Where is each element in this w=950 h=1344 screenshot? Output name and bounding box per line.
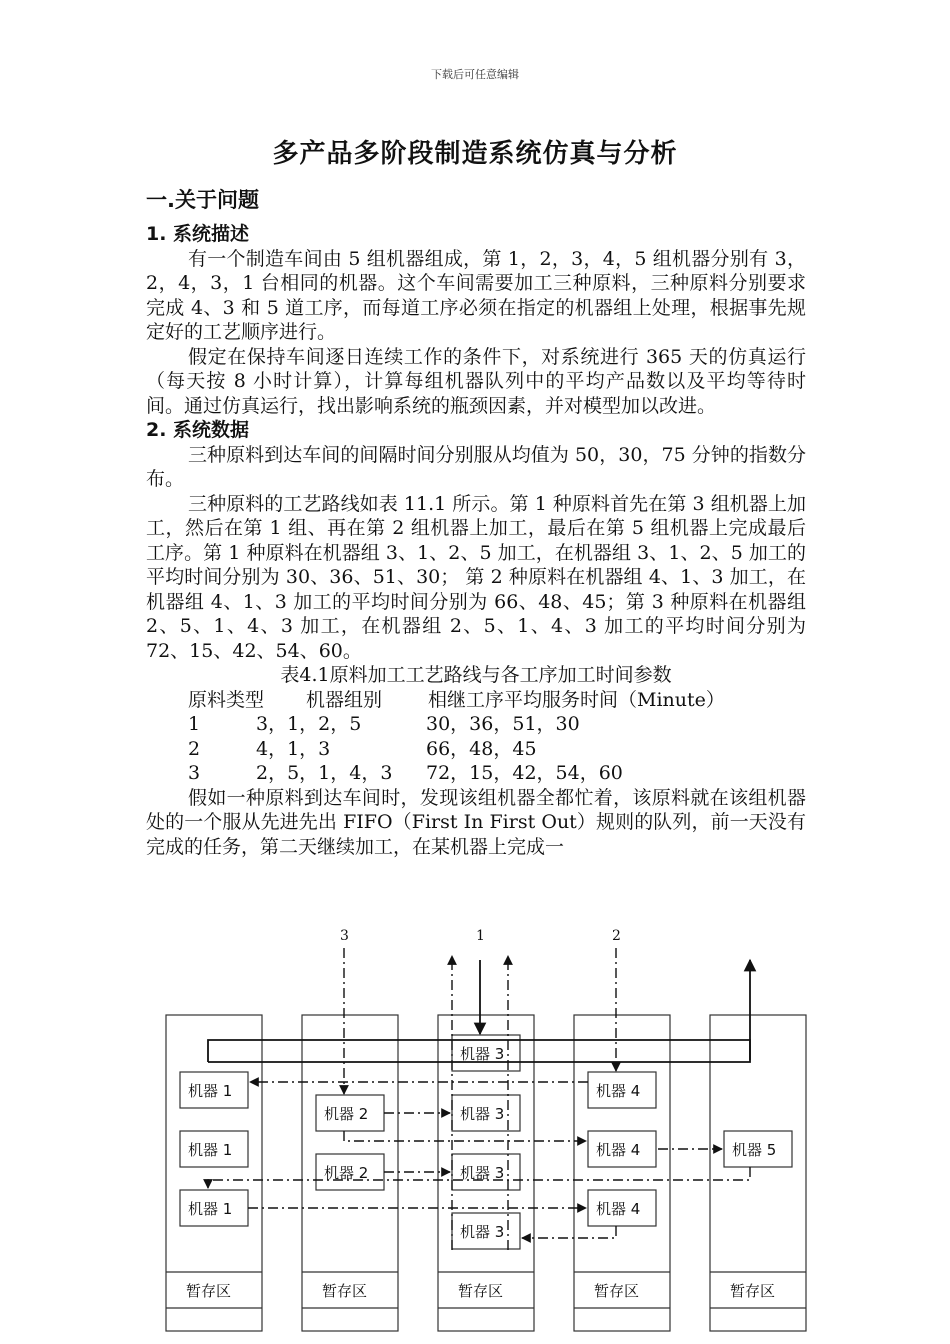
buffer-label: 暂存区 bbox=[458, 1282, 504, 1300]
machine-label: 机器 3 bbox=[460, 1223, 505, 1241]
machine-label: 机器 3 bbox=[460, 1045, 505, 1063]
document-title: 多产品多阶段制造系统仿真与分析 bbox=[272, 139, 678, 169]
table-row bbox=[146, 737, 806, 762]
table-header-cell: 原料类型 bbox=[188, 688, 265, 711]
paragraph-2: 假定在保持车间逐日连续工作的条件下，对系统进行 365 天的仿真运行（每天按 8 小时计算），计算每组机器队列中的平均产品数以及平均等待时间。通过仿真运行，找出影响系统的瓶颈因素，并对模型加以改进。 bbox=[146, 345, 806, 417]
table-row bbox=[146, 761, 806, 786]
arrival-label-2: 2 bbox=[612, 928, 621, 944]
paragraph-1: 有一个制造车间由 5 组机器组成，第 1，2，3，4，5 组机器分别有 3，2，4，3，1 台相同的机器。这个车间需要加工三种原料，三种原料分别要求完成 4、3 和 5 道工序，而每道工序必须在指定的机器组上处理，根据事先规定好的工艺顺序进行。 bbox=[146, 247, 806, 343]
table-cell: 1 bbox=[188, 713, 201, 735]
paragraph-3: 三种原料到达车间的间隔时间分别服从均值为 50，30，75 分钟的指数分布。 bbox=[146, 443, 806, 490]
buffer-label: 暂存区 bbox=[322, 1282, 368, 1300]
subsection-heading-2: 2. 系统数据 bbox=[146, 419, 250, 441]
paragraph-4: 三种原料的工艺路线如表 11.1 所示。第 1 种原料首先在第 3 组机器上加工，然后在第 1 组、再在第 2 组机器上加工，最后在第 5 组机器上完成最后工序。第 1 种原料在机器组 3、1、2、5 加工，在机器组 3、1、2、5 加工的平均时间分别为 30、36、51、30； 第 2 种原料在机器组 4、1、3 加工，在机器组 4、1、3 加工的平均时间分别为 66、48、45；第 3 种原料在机器组 2、5、1、4、3 加工，在机器组 2、5、1、4、3 加工的平均时间分别为 72、15、42、54、60。 bbox=[146, 492, 806, 662]
section-heading: 一.关于问题 bbox=[146, 188, 259, 212]
machine-label: 机器 3 bbox=[460, 1105, 505, 1123]
body-text bbox=[146, 222, 806, 859]
paragraph-5: 假如一种原料到达车间时，发现该组机器全都忙着，该原料就在该组机器处的一个服从先进先出 FIFO（First In First Out）规则的队列，前一天没有完成的任务，第二天继续加工，在某机器上完成一 bbox=[146, 786, 806, 858]
table-caption: 表4.1原料加工工艺路线与各工序加工时间参数 bbox=[280, 664, 672, 686]
machine-label: 机器 2 bbox=[324, 1105, 369, 1123]
table-header-cell: 机器组别 bbox=[306, 688, 383, 711]
buffer-label: 暂存区 bbox=[594, 1282, 640, 1300]
buffer-label: 暂存区 bbox=[730, 1282, 776, 1300]
table-cell: 2，5，1，4，3 bbox=[256, 762, 393, 784]
table-cell: 3 bbox=[188, 762, 201, 784]
table-header-cell: 相继工序平均服务时间（Minute） bbox=[428, 688, 725, 711]
machine-label: 机器 3 bbox=[460, 1164, 505, 1182]
machine-label: 机器 4 bbox=[596, 1082, 641, 1100]
machine-label: 机器 4 bbox=[596, 1141, 641, 1159]
table-cell: 66，48，45 bbox=[426, 737, 537, 760]
buffer-label: 暂存区 bbox=[186, 1282, 232, 1300]
arrival-label-3: 3 bbox=[340, 928, 349, 944]
machine-label: 机器 1 bbox=[188, 1200, 233, 1218]
table-cell: 3，1，2，5 bbox=[256, 713, 362, 735]
arrival-label-1: 1 bbox=[476, 928, 485, 944]
table-row bbox=[146, 712, 806, 737]
table-cell: 4，1，3 bbox=[256, 737, 331, 760]
table-cell: 2 bbox=[188, 737, 201, 760]
table-cell: 30，36，51，30 bbox=[426, 713, 580, 735]
table-cell: 72，15，42，54，60 bbox=[426, 762, 623, 784]
machine-label: 机器 1 bbox=[188, 1082, 233, 1100]
machine-label: 机器 5 bbox=[732, 1141, 777, 1159]
table-header-row bbox=[146, 688, 806, 713]
flow-diagram bbox=[150, 920, 820, 1344]
subsection-heading-1: 1. 系统描述 bbox=[146, 223, 250, 245]
machine-label: 机器 1 bbox=[188, 1141, 233, 1159]
machine-label: 机器 4 bbox=[596, 1200, 641, 1218]
machine-label: 机器 2 bbox=[324, 1164, 369, 1182]
page-header: 下载后可任意编辑 bbox=[431, 68, 519, 81]
